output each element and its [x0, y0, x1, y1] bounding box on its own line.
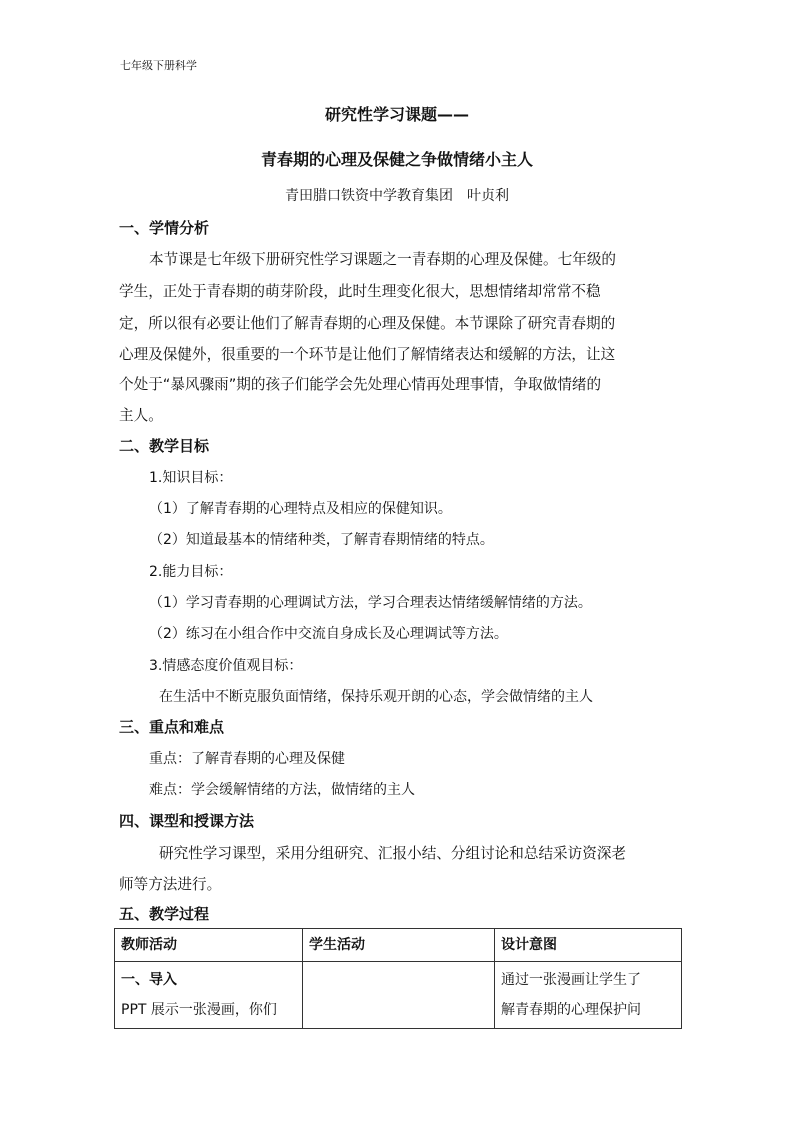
author-line: 青田腊口铁资中学教育集团 叶贞利 [285, 188, 509, 204]
paragraph-line: 主人。 [119, 407, 163, 424]
paragraph-line: 定，所以很有必要让他们了解青春期的心理及保健。本节课除了研究青春期的 [119, 315, 616, 332]
section-heading-method: 四、课型和授课方法 [119, 812, 255, 830]
design-intent-cell [495, 962, 682, 1029]
teacher-activity-cell [115, 962, 303, 1029]
section-heading-goals: 二、教学目标 [119, 437, 210, 455]
table-row [115, 962, 682, 1029]
student-activity-cell [303, 962, 495, 1029]
goal-title-ability: 2.能力目标： [149, 564, 233, 580]
paragraph-line: 心理及保健外，很重要的一个环节是让他们了解情绪表达和缓解的方法，让这 [119, 346, 616, 363]
goal-title-attitude: 3.情感态度价值观目标： [149, 658, 303, 674]
page-subtitle: 青春期的心理及保健之争做情绪小主人 [260, 150, 533, 169]
column-header-student: 学生活动 [303, 929, 495, 962]
paragraph-line: 师等方法进行。 [119, 876, 222, 893]
key-point: 重点：了解青春期的心理及保健 [149, 751, 345, 767]
paragraph-line: 本节课是七年级下册研究性学习课题之一青春期的心理及保健。七年级的 [149, 251, 617, 268]
page-header: 七年级下册科学 [120, 59, 197, 72]
paragraph-line: 学生，正处于青春期的萌芽阶段，此时生理变化很大，思想情绪却常常不稳 [119, 283, 601, 300]
section-heading-process: 五、教学过程 [119, 905, 210, 923]
column-header-intent: 设计意图 [495, 929, 682, 962]
cell-title: 一、导入 [121, 972, 177, 988]
goal-title-knowledge: 1.知识目标： [149, 470, 233, 486]
paragraph-line: 研究性学习课型，采用分组研究、汇报小结、分组讨论和总结采访资深老 [159, 845, 627, 862]
cell-text: PPT 展示一张漫画，你们 [121, 1002, 277, 1018]
cell-text: 解青春期的心理保护问 [501, 1002, 641, 1018]
goal-item: （1）了解青春期的心理特点及相应的保健知识。 [149, 501, 452, 517]
difficult-point: 难点：学会缓解情绪的方法，做情绪的主人 [149, 782, 415, 798]
goal-item: （2）练习在小组合作中交流自身成长及心理调试等方法。 [149, 626, 508, 642]
goal-item: （1）学习青春期的心理调试方法，学习合理表达情绪缓解情绪的方法。 [149, 595, 592, 611]
goal-item: （2）知道最基本的情绪种类，了解青春期情绪的特点。 [149, 532, 494, 548]
goal-item: 在生活中不断克服负面情绪，保持乐观开朗的心态，学会做情绪的主人 [159, 689, 593, 705]
page-title: 研究性学习课题—— [324, 105, 469, 124]
cell-text: 通过一张漫画让学生了 [501, 972, 641, 988]
section-heading-key-points: 三、重点和难点 [119, 718, 225, 736]
paragraph-line: 个处于“暴风骤雨”期的孩子们能学会先处理心情再处理事情，争取做情绪的 [119, 376, 602, 393]
column-header-teacher: 教师活动 [115, 929, 303, 962]
section-heading-analysis: 一、学情分析 [119, 219, 210, 237]
process-table [114, 928, 682, 1029]
table-header-row [115, 929, 682, 962]
